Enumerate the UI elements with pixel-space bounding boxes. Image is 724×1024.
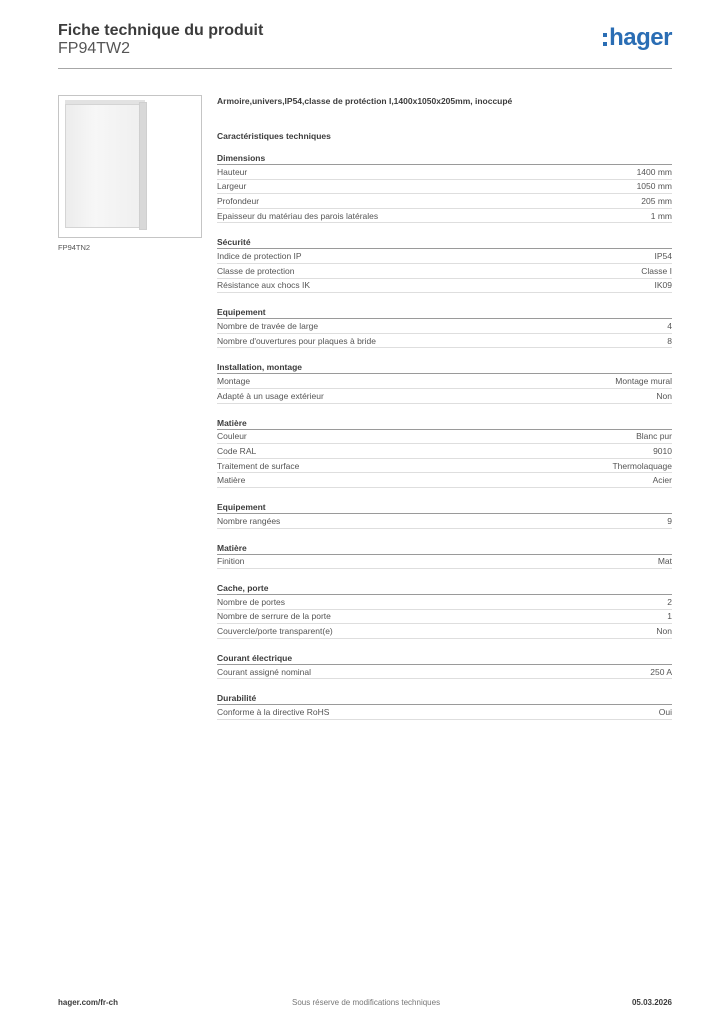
spec-value: 9 — [667, 515, 672, 526]
spec-row — [217, 555, 672, 570]
spec-group — [217, 418, 672, 488]
footer-notice: Sous réserve de modifications techniques — [292, 998, 441, 1007]
document-title: Fiche technique du produit — [58, 22, 264, 39]
spec-group-title: Sécurité — [217, 237, 672, 249]
spec-label: Epaisseur du matériau des parois latérales — [217, 210, 379, 221]
spec-label: Nombre de travée de large — [217, 320, 319, 331]
spec-group-title: Cache, porte — [217, 583, 672, 595]
spec-label: Matière — [217, 475, 246, 486]
spec-group-title: Courant électrique — [217, 653, 672, 665]
product-image — [58, 95, 202, 238]
spec-value: IK09 — [654, 280, 672, 291]
specifications — [217, 96, 672, 720]
header-divider — [58, 68, 672, 69]
section-title: Caractéristiques techniques — [217, 131, 331, 141]
spec-row — [217, 209, 672, 224]
spec-group — [217, 693, 672, 720]
footer-website-link[interactable]: hager.com/fr-ch — [58, 998, 119, 1007]
page-header — [58, 20, 672, 68]
product-reference: FP94TW2 — [58, 40, 131, 57]
logo-text: hager — [609, 24, 672, 51]
spec-value: Montage mural — [615, 376, 672, 387]
spec-label: Indice de protection IP — [217, 251, 302, 262]
spec-value: 2 — [667, 596, 672, 607]
spec-group — [217, 543, 672, 570]
spec-group-title: Equipement — [217, 307, 672, 319]
spec-row — [217, 444, 672, 459]
spec-value: 9010 — [653, 445, 672, 456]
spec-value: 1 — [667, 611, 672, 622]
spec-label: Nombre d'ouvertures pour plaques à bride — [217, 335, 376, 346]
spec-label: Courant assigné nominal — [217, 666, 312, 677]
spec-row — [217, 279, 672, 294]
spec-value: Thermolaquage — [612, 460, 672, 471]
spec-row — [217, 430, 672, 445]
spec-group — [217, 502, 672, 529]
spec-group-title: Dimensions — [217, 153, 672, 165]
spec-value: 205 mm — [641, 195, 672, 206]
spec-group-title: Matière — [217, 418, 672, 430]
spec-value: Oui — [658, 707, 672, 718]
spec-group — [217, 362, 672, 403]
spec-value: Classe I — [641, 265, 672, 276]
spec-group — [217, 653, 672, 680]
spec-row — [217, 334, 672, 349]
spec-label: Couvercle/porte transparent(e) — [217, 626, 333, 637]
spec-value: 1 mm — [650, 210, 672, 221]
spec-row — [217, 389, 672, 404]
spec-row — [217, 264, 672, 279]
spec-row — [217, 459, 672, 474]
spec-label: Montage — [217, 376, 251, 387]
spec-value: 250 A — [650, 666, 672, 677]
spec-row — [217, 595, 672, 610]
cabinet-side — [139, 102, 147, 230]
spec-row — [217, 514, 672, 529]
spec-row — [217, 249, 672, 264]
hager-logo — [603, 26, 672, 50]
page-footer — [58, 998, 672, 1010]
logo-dots-icon — [603, 33, 607, 46]
spec-row — [217, 194, 672, 209]
spec-row — [217, 374, 672, 389]
spec-value: 4 — [667, 320, 672, 331]
spec-label: Couleur — [217, 431, 247, 442]
spec-value: Non — [656, 390, 672, 401]
spec-value: 1400 mm — [636, 166, 672, 177]
spec-label: Conforme à la directive RoHS — [217, 707, 330, 718]
spec-label: Code RAL — [217, 445, 257, 456]
spec-row — [217, 610, 672, 625]
spec-value: 1050 mm — [636, 181, 672, 192]
spec-label: Nombre de serrure de la porte — [217, 611, 331, 622]
spec-label: Traitement de surface — [217, 460, 300, 471]
spec-group — [217, 153, 672, 223]
spec-row — [217, 665, 672, 680]
spec-group — [217, 237, 672, 293]
spec-group — [217, 583, 672, 639]
spec-row — [217, 705, 672, 720]
spec-value: 8 — [667, 335, 672, 346]
spec-groups — [217, 153, 672, 720]
spec-group — [217, 307, 672, 348]
image-caption: FP94TN2 — [58, 243, 91, 252]
spec-value: Mat — [657, 556, 672, 567]
spec-label: Hauteur — [217, 166, 248, 177]
product-description: Armoire,univers,IP54,classe de protéction I,1400x1050x205mm, inoccupé — [217, 96, 513, 106]
spec-label: Nombre de portes — [217, 596, 286, 607]
spec-label: Finition — [217, 556, 245, 567]
spec-row — [217, 165, 672, 180]
spec-row — [217, 319, 672, 334]
spec-label: Largeur — [217, 181, 247, 192]
spec-group-title: Durabilité — [217, 693, 672, 705]
spec-value: IP54 — [654, 251, 672, 262]
spec-label: Résistance aux chocs IK — [217, 280, 311, 291]
spec-value: Non — [656, 626, 672, 637]
spec-row — [217, 180, 672, 195]
spec-value: Blanc pur — [636, 431, 672, 442]
spec-row — [217, 473, 672, 488]
spec-label: Nombre rangées — [217, 515, 281, 526]
spec-label: Classe de protection — [217, 265, 295, 276]
spec-label: Adapté à un usage extérieur — [217, 390, 324, 401]
footer-date: 05.03.2026 — [631, 998, 672, 1007]
spec-value: Acier — [652, 475, 672, 486]
spec-row — [217, 624, 672, 639]
spec-label: Profondeur — [217, 195, 260, 206]
spec-group-title: Matière — [217, 543, 672, 555]
cabinet-front — [65, 104, 141, 228]
spec-group-title: Installation, montage — [217, 362, 672, 374]
spec-group-title: Equipement — [217, 502, 672, 514]
